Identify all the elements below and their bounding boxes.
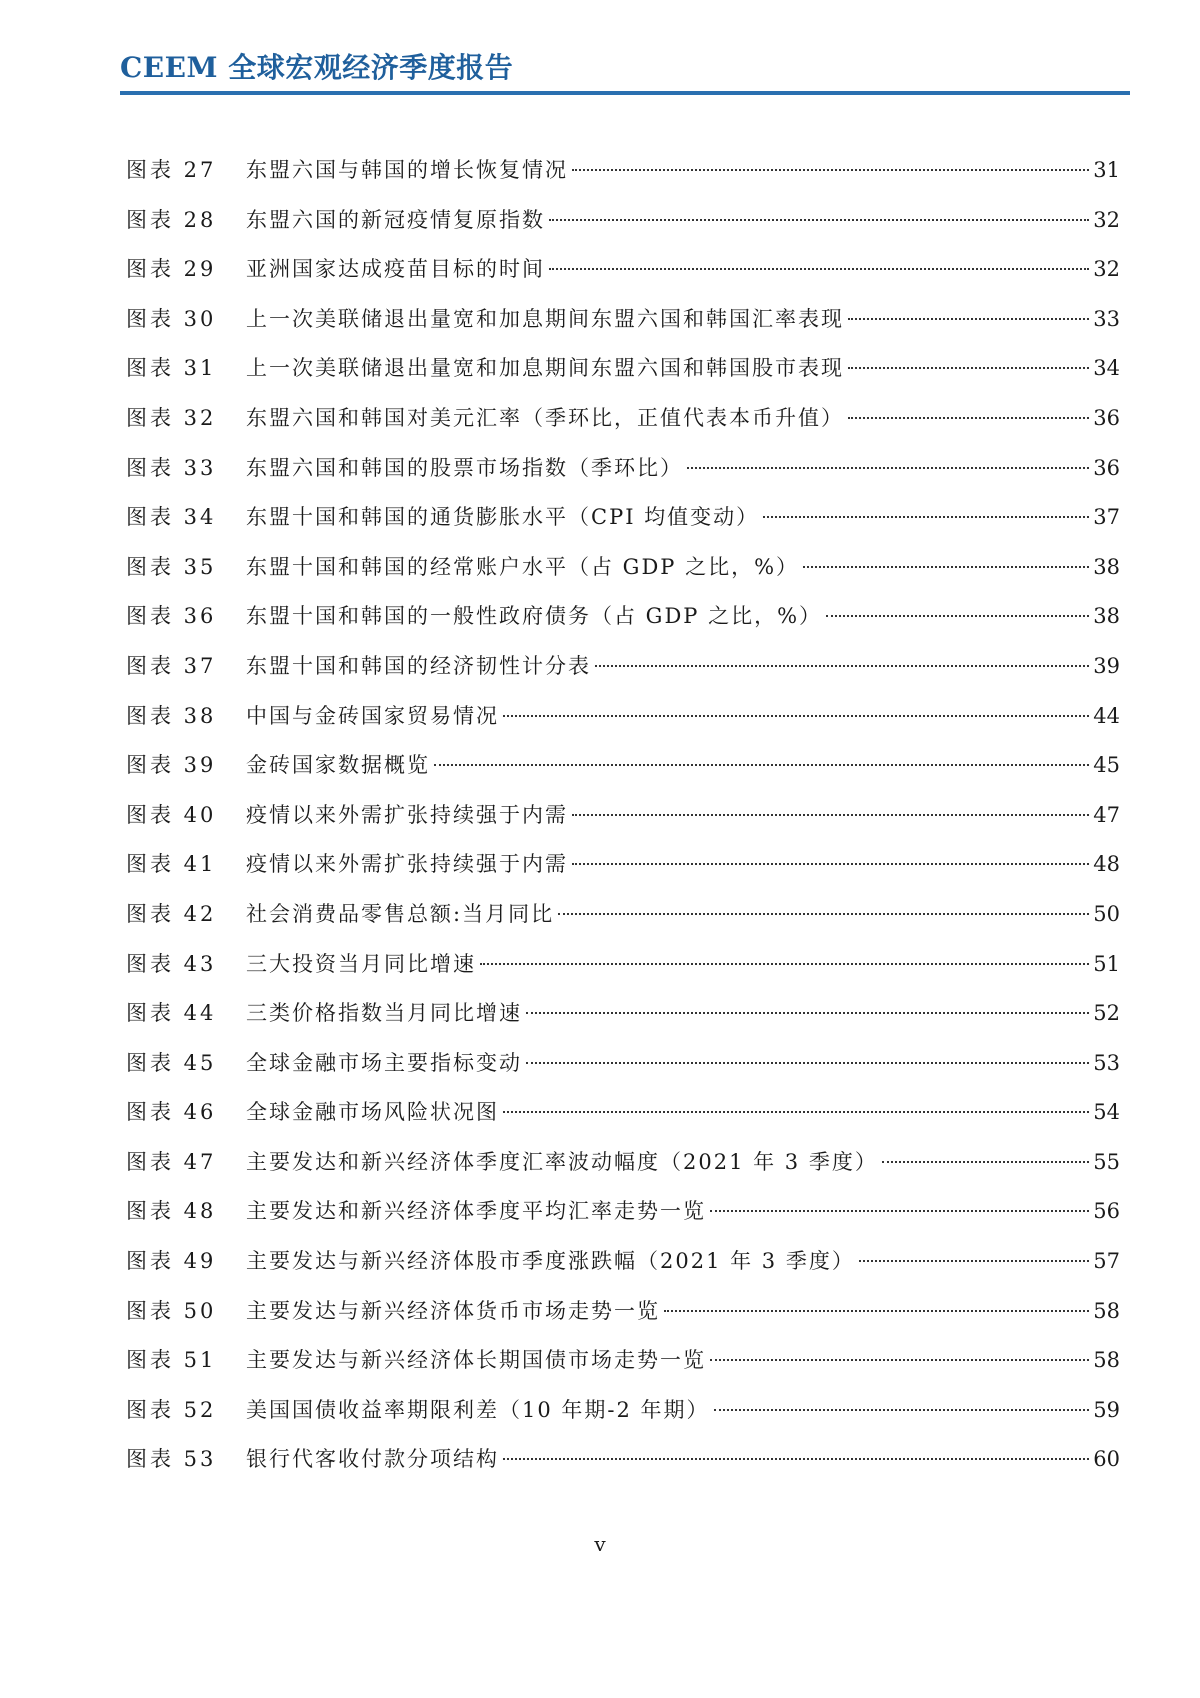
toc-entry-label: 图表 32 (126, 405, 217, 430)
toc-entry-label: 图表 42 (126, 901, 217, 926)
toc-entry-page: 38 (1093, 604, 1120, 629)
toc-entry-label: 图表 43 (126, 951, 217, 976)
toc-entry-title: 上一次美联储退出量宽和加息期间东盟六国和韩国汇率表现 (246, 306, 844, 331)
toc-entry-label: 图表 29 (126, 257, 217, 282)
toc-entry-title: 亚洲国家达成疫苗目标的时间 (246, 257, 545, 282)
toc-entry-label: 图表 36 (126, 604, 217, 629)
toc-entry[interactable] (126, 692, 1120, 742)
toc-entry-label: 图表 37 (126, 653, 217, 678)
figure-list (126, 146, 1120, 1485)
toc-entry[interactable] (126, 791, 1120, 841)
toc-entry-page: 56 (1093, 1199, 1120, 1224)
toc-entry-page: 53 (1093, 1050, 1120, 1075)
toc-entry[interactable] (126, 840, 1120, 890)
toc-entry-title: 主要发达与新兴经济体股市季度涨跌幅（2021 年 3 季度） (246, 1249, 855, 1274)
toc-entry-title: 东盟十国和韩国的一般性政府债务（占 GDP 之比，%） (246, 604, 823, 629)
toc-entry-label: 图表 49 (126, 1249, 217, 1274)
toc-entry-label: 图表 46 (126, 1100, 217, 1125)
toc-entry[interactable] (126, 1287, 1120, 1337)
page-header (120, 48, 1130, 88)
toc-entry-title: 全球金融市场风险状况图 (246, 1100, 499, 1125)
toc-entry-title: 东盟十国和韩国的通货膨胀水平（CPI 均值变动） (246, 505, 760, 530)
toc-entry[interactable] (126, 146, 1120, 196)
dot-leader (503, 1111, 1089, 1113)
toc-entry-page: 33 (1093, 306, 1120, 331)
dot-leader (549, 219, 1089, 221)
toc-entry[interactable] (126, 1386, 1120, 1436)
toc-entry-title: 三类价格指数当月同比增速 (246, 1001, 522, 1026)
toc-entry-title: 主要发达与新兴经济体长期国债市场走势一览 (246, 1348, 706, 1373)
toc-entry-page: 32 (1093, 257, 1120, 282)
page-number: v (594, 1532, 606, 1556)
dot-leader (848, 367, 1089, 369)
toc-entry-label: 图表 53 (126, 1447, 217, 1472)
toc-entry-label: 图表 50 (126, 1298, 217, 1323)
toc-entry[interactable] (126, 493, 1120, 543)
dot-leader (503, 1458, 1089, 1460)
toc-entry-label: 图表 52 (126, 1397, 217, 1422)
toc-entry-page: 45 (1093, 753, 1120, 778)
toc-entry-title: 东盟六国和韩国的股票市场指数（季环比） (246, 455, 683, 480)
dot-leader (714, 1409, 1090, 1411)
toc-entry-title: 金砖国家数据概览 (246, 753, 430, 778)
toc-entry-title: 全球金融市场主要指标变动 (246, 1050, 522, 1075)
dot-leader (848, 318, 1089, 320)
toc-entry-page: 36 (1093, 455, 1120, 480)
dot-leader (595, 665, 1089, 667)
toc-entry[interactable] (126, 1336, 1120, 1386)
toc-entry-title: 社会消费品零售总额:当月同比 (246, 901, 555, 926)
toc-entry-title: 东盟六国的新冠疫情复原指数 (246, 207, 545, 232)
report-title: CEEM 全球宏观经济季度报告 (120, 51, 514, 84)
toc-entry-title: 东盟六国和韩国对美元汇率（季环比，正值代表本币升值） (246, 405, 844, 430)
toc-entry-page: 32 (1093, 207, 1120, 232)
toc-entry-page: 37 (1093, 505, 1120, 530)
dot-leader (803, 566, 1089, 568)
toc-entry-label: 图表 34 (126, 505, 217, 530)
toc-entry-title: 中国与金砖国家贸易情况 (246, 703, 499, 728)
toc-entry-page: 47 (1093, 802, 1120, 827)
toc-entry-label: 图表 48 (126, 1199, 217, 1224)
toc-entry-title: 主要发达和新兴经济体季度平均汇率走势一览 (246, 1199, 706, 1224)
toc-entry-label: 图表 41 (126, 852, 217, 877)
toc-entry-title: 美国国债收益率期限利差（10 年期-2 年期） (246, 1397, 710, 1422)
toc-entry[interactable] (126, 344, 1120, 394)
toc-entry[interactable] (126, 890, 1120, 940)
toc-entry-page: 58 (1093, 1348, 1120, 1373)
toc-entry-label: 图表 47 (126, 1149, 217, 1174)
toc-entry-label: 图表 44 (126, 1001, 217, 1026)
header-divider (120, 91, 1130, 95)
toc-entry-page: 36 (1093, 405, 1120, 430)
dot-leader (710, 1210, 1089, 1212)
toc-entry[interactable] (126, 444, 1120, 494)
toc-entry-title: 主要发达和新兴经济体季度汇率波动幅度（2021 年 3 季度） (246, 1149, 878, 1174)
toc-entry[interactable] (126, 1187, 1120, 1237)
toc-entry[interactable] (126, 1237, 1120, 1287)
toc-entry[interactable] (126, 1138, 1120, 1188)
toc-entry-label: 图表 51 (126, 1348, 217, 1373)
dot-leader (526, 1062, 1089, 1064)
toc-entry-label: 图表 33 (126, 455, 217, 480)
toc-entry-page: 52 (1093, 1001, 1120, 1026)
toc-entry-page: 54 (1093, 1100, 1120, 1125)
dot-leader (882, 1161, 1089, 1163)
toc-entry[interactable] (126, 1088, 1120, 1138)
dot-leader (859, 1260, 1089, 1262)
toc-entry-title: 东盟六国与韩国的增长恢复情况 (246, 158, 568, 182)
dot-leader (558, 913, 1089, 915)
toc-entry-label: 图表 35 (126, 554, 217, 579)
toc-entry-label: 图表 40 (126, 802, 217, 827)
dot-leader (710, 1359, 1089, 1361)
toc-entry-title: 上一次美联储退出量宽和加息期间东盟六国和韩国股市表现 (246, 356, 844, 381)
toc-entry-title: 疫情以来外需扩张持续强于内需 (246, 802, 568, 827)
toc-entry[interactable] (126, 741, 1120, 791)
dot-leader (687, 467, 1089, 469)
toc-entry-page: 60 (1093, 1447, 1120, 1472)
toc-entry[interactable] (126, 196, 1120, 246)
toc-entry-label: 图表 28 (126, 207, 217, 232)
toc-entry[interactable] (126, 1039, 1120, 1089)
toc-entry[interactable] (126, 592, 1120, 642)
toc-entry-page: 55 (1093, 1149, 1120, 1174)
toc-entry-page: 38 (1093, 554, 1120, 579)
toc-entry-label: 图表 31 (126, 356, 217, 381)
dot-leader (549, 268, 1089, 270)
toc-entry-page: 31 (1093, 158, 1120, 182)
toc-entry-title: 银行代客收付款分项结构 (246, 1447, 499, 1472)
toc-entry-label: 图表 45 (126, 1050, 217, 1075)
dot-leader (572, 169, 1089, 171)
toc-entry-title: 疫情以来外需扩张持续强于内需 (246, 852, 568, 877)
dot-leader (848, 417, 1089, 419)
toc-entry[interactable] (126, 394, 1120, 444)
toc-entry-title: 主要发达与新兴经济体货币市场走势一览 (246, 1298, 660, 1323)
toc-entry-page: 58 (1093, 1298, 1120, 1323)
toc-entry-page: 59 (1093, 1397, 1120, 1422)
toc-entry-page: 44 (1093, 703, 1120, 728)
dot-leader (763, 516, 1089, 518)
toc-entry-title: 东盟十国和韩国的经济韧性计分表 (246, 653, 591, 678)
toc-entry[interactable] (126, 295, 1120, 345)
dot-leader (480, 963, 1089, 965)
toc-entry-page: 57 (1093, 1249, 1120, 1274)
toc-entry[interactable] (126, 642, 1120, 692)
toc-entry-page: 51 (1093, 951, 1120, 976)
toc-entry-label: 图表 30 (126, 306, 217, 331)
toc-entry-title: 东盟十国和韩国的经常账户水平（占 GDP 之比，%） (246, 554, 800, 579)
dot-leader (664, 1310, 1089, 1312)
toc-entry-title: 三大投资当月同比增速 (246, 951, 476, 976)
dot-leader (572, 863, 1089, 865)
toc-entry[interactable] (126, 1435, 1120, 1485)
toc-entry-label: 图表 27 (126, 158, 217, 182)
toc-entry[interactable] (126, 989, 1120, 1039)
toc-entry-page: 34 (1093, 356, 1120, 381)
toc-entry-label: 图表 38 (126, 703, 217, 728)
toc-entry-page: 39 (1093, 653, 1120, 678)
toc-entry-page: 48 (1093, 852, 1120, 877)
dot-leader (572, 814, 1089, 816)
toc-entry[interactable] (126, 543, 1120, 593)
toc-entry-label: 图表 39 (126, 753, 217, 778)
dot-leader (503, 715, 1089, 717)
toc-entry-page: 50 (1093, 901, 1120, 926)
toc-entry[interactable] (126, 245, 1120, 295)
dot-leader (526, 1012, 1089, 1014)
dot-leader (434, 764, 1089, 766)
toc-entry[interactable] (126, 940, 1120, 990)
dot-leader (826, 615, 1089, 617)
